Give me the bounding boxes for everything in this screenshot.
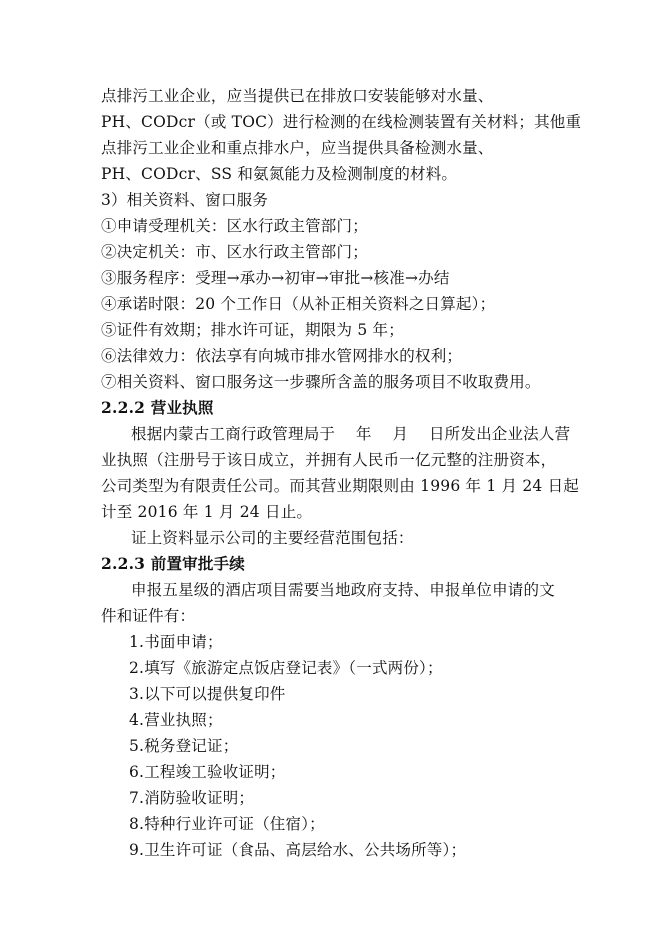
body-text-line: 申报五星级的酒店项目需要当地政府支持、申报单位申请的文 (131, 581, 555, 599)
section-heading-pre-approval: 2.2.3 前置审批手续 (101, 554, 245, 573)
list-item: 3.以下可以提供复印件 (129, 685, 286, 703)
section-heading-business-license: 2.2.2 营业执照 (101, 398, 214, 417)
list-item: ②决定机关：市、区水行政主管部门； (101, 243, 368, 261)
list-item: ①申请受理机关：区水行政主管部门； (101, 217, 368, 235)
body-text-line: 证上资料显示公司的主要经营范围包括： (131, 529, 414, 547)
body-text-line: 件和证件有： (101, 607, 196, 625)
list-item: 5.税务登记证； (129, 737, 239, 755)
body-text-line: PH、CODcr（或 TOC）进行检测的在线检测装置有关材料；其他重 (101, 113, 582, 131)
list-item: ⑦相关资料、窗口服务这一步骤所含盖的服务项目不收取费用。 (101, 373, 541, 391)
list-item: ③服务程序：受理→承办→初审→审批→核准→办结 (101, 269, 450, 287)
list-item: 9.卫生许可证（食品、高层给水、公共场所等）； (129, 841, 467, 859)
list-item: 7.消防验收证明； (129, 789, 255, 807)
list-item: 4.营业执照； (129, 711, 223, 729)
body-text-line: 计至 2016 年 1 月 24 日止。 (101, 503, 313, 521)
body-text-line: PH、CODcr、SS 和氨氮能力及检测制度的材料。 (101, 165, 458, 183)
subsection-title: 3）相关资料、窗口服务 (101, 191, 269, 209)
list-item: 6.工程竣工验收证明； (129, 763, 286, 781)
body-text-line: 业执照（注册号于该日成立，并拥有人民币一亿元整的注册资本， (101, 451, 557, 469)
list-item: 2.填写《旅游定点饭店登记表》（一式两份）； (129, 659, 443, 677)
body-text-line: 点排污工业企业，应当提供已在排放口安装能够对水量、 (101, 87, 494, 105)
body-text-line: 点排污工业企业和重点排水户，应当提供具备检测水量、 (101, 139, 494, 157)
list-item: ⑥法律效力：依法享有向城市排水管网排水的权利； (101, 347, 463, 365)
list-item: ⑤证件有效期；排水许可证，期限为 5 年； (101, 321, 404, 339)
body-text-line: 公司类型为有限责任公司。而其营业期限则由 1996 年 1 月 24 日起 (101, 477, 579, 495)
list-item: 8.特种行业许可证（住宿）； (129, 815, 325, 833)
body-text-line: 根据内蒙古工商行政管理局于 年 月 日所发出企业法人营 (131, 425, 571, 443)
list-item: ④承诺时限：20 个工作日（从补正相关资料之日算起）； (101, 295, 496, 313)
list-item: 1.书面申请； (129, 633, 223, 651)
